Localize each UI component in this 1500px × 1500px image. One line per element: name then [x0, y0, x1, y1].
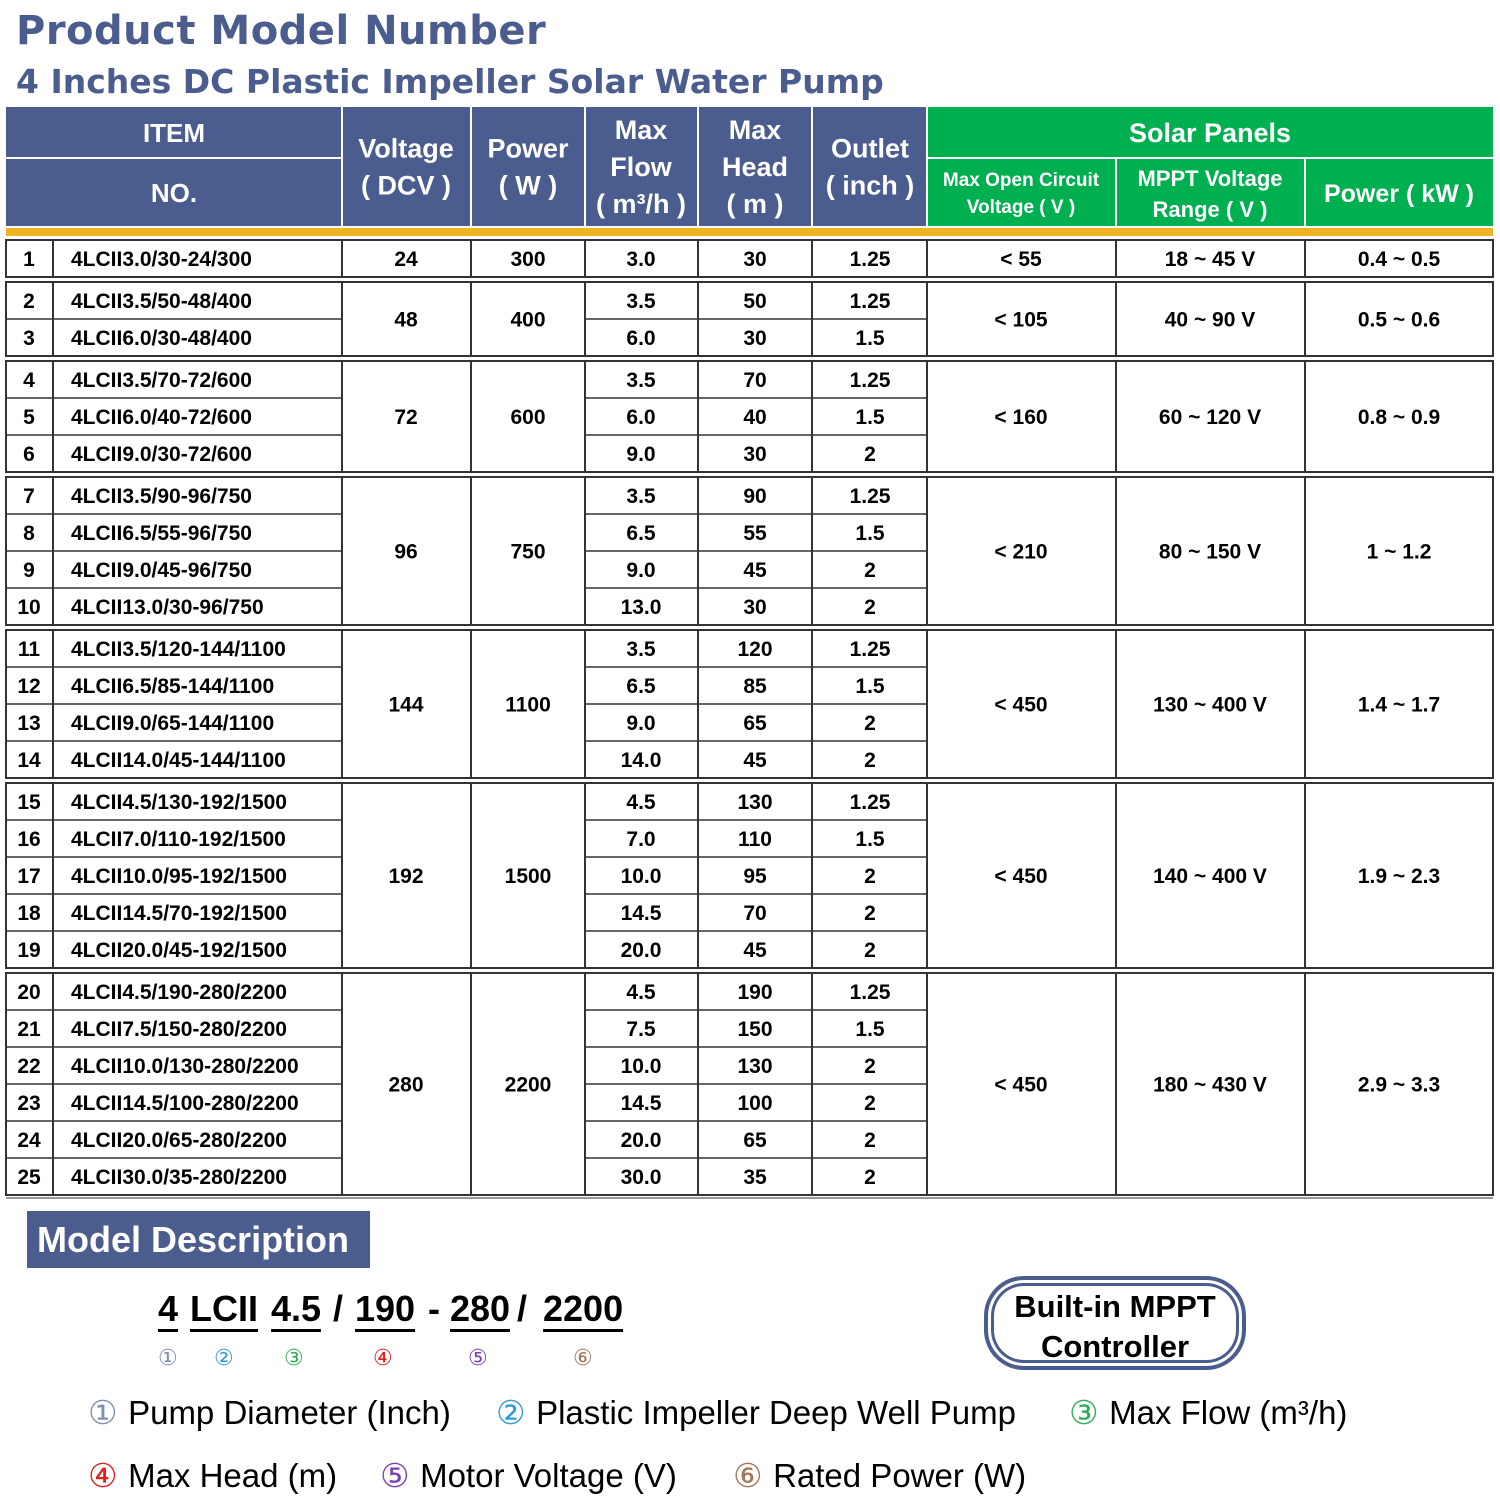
cell-max-flow: 6.5	[626, 522, 656, 545]
legend-text: Max Head (m)	[128, 1457, 338, 1494]
cell-outlet: 1.5	[855, 522, 885, 545]
cell-model: 4LCII4.5/190-280/2200	[71, 981, 287, 1004]
legend-item-2	[496, 1393, 1016, 1432]
cell-panel-power: 0.4 ~ 0.5	[1357, 248, 1441, 271]
cell-max-open-circuit: < 450	[994, 693, 1048, 717]
cell-item-no: 9	[23, 559, 35, 582]
cell-outlet: 2	[864, 559, 876, 582]
cell-max-head: 130	[737, 1055, 773, 1078]
cell-item-no: 10	[17, 596, 41, 619]
header-mppt-range: Range ( V )	[1152, 197, 1268, 222]
cell-max-flow: 20.0	[620, 939, 662, 962]
model-code-separator: -	[428, 1288, 440, 1329]
cell-panel-power: 0.8 ~ 0.9	[1357, 406, 1441, 429]
mppt-badge-line-1: Built-in MPPT	[1014, 1289, 1216, 1324]
cell-outlet: 2	[864, 1166, 876, 1189]
cell-outlet: 1.5	[855, 327, 885, 350]
cell-item-no: 3	[23, 327, 35, 350]
cell-model: 4LCII3.5/70-72/600	[71, 369, 252, 392]
cell-max-flow: 6.5	[626, 675, 656, 698]
cell-max-open-circuit: < 105	[994, 308, 1048, 332]
cell-panel-power: 1 ~ 1.2	[1366, 540, 1432, 564]
legend-text: Pump Diameter (Inch)	[128, 1394, 451, 1431]
legend-marker: ②	[496, 1393, 537, 1432]
gold-separator	[6, 228, 1493, 236]
cell-item-no: 15	[17, 791, 41, 814]
cell-item-no: 22	[17, 1055, 41, 1078]
cell-model: 4LCII6.0/40-72/600	[71, 406, 252, 429]
legend-marker: ③	[1069, 1393, 1110, 1432]
cell-item-no: 17	[17, 865, 41, 888]
cell-item-no: 5	[23, 406, 35, 429]
legend-text: Plastic Impeller Deep Well Pump	[536, 1394, 1016, 1431]
legend-item-4	[88, 1456, 337, 1495]
cell-mppt-range: 140 ~ 400 V	[1153, 865, 1267, 888]
cell-max-head: 45	[743, 559, 767, 582]
cell-model: 4LCII3.5/50-48/400	[71, 290, 252, 313]
legend-marker: ④	[88, 1456, 129, 1495]
model-code-part: 4.5	[271, 1288, 321, 1330]
header-mppt-range: MPPT Voltage	[1137, 166, 1283, 191]
header-max-head: ( m )	[726, 189, 784, 219]
cell-outlet: 1.25	[849, 485, 891, 508]
cell-mppt-range: 180 ~ 430 V	[1153, 1073, 1267, 1097]
cell-model: 4LCII7.0/110-192/1500	[71, 828, 286, 851]
cell-max-head: 50	[743, 290, 767, 313]
model-code-part: 190	[355, 1288, 415, 1330]
cell-max-flow: 30.0	[620, 1166, 662, 1189]
header-voltage: ( DCV )	[361, 170, 451, 201]
cell-model: 4LCII20.0/65-280/2200	[71, 1129, 287, 1152]
cell-max-flow: 9.0	[626, 712, 656, 735]
cell-item-no: 24	[17, 1129, 41, 1152]
cell-item-no: 18	[17, 902, 41, 925]
cell-max-head: 120	[737, 638, 773, 661]
header-power: ( W )	[498, 170, 558, 201]
header-max-head: Max	[728, 115, 782, 145]
legend-item-6	[733, 1456, 1026, 1495]
cell-model: 4LCII13.0/30-96/750	[71, 596, 264, 619]
cell-item-no: 1	[23, 248, 35, 271]
header-panel-power: Power ( kW )	[1323, 180, 1475, 208]
cell-mppt-range: 80 ~ 150 V	[1158, 540, 1262, 564]
cell-outlet: 2	[864, 749, 876, 772]
cell-max-head: 30	[743, 327, 767, 350]
cell-outlet: 2	[864, 1129, 876, 1152]
marker-1: ①	[158, 1346, 178, 1371]
cell-model: 4LCII6.5/85-144/1100	[71, 675, 275, 698]
cell-outlet: 1.5	[855, 1018, 885, 1041]
cell-power: 1500	[504, 865, 552, 888]
legend-marker: ⑤	[380, 1456, 421, 1495]
cell-max-head: 70	[743, 369, 767, 392]
cell-max-flow: 4.5	[626, 791, 656, 814]
cell-model: 4LCII20.0/45-192/1500	[71, 939, 287, 962]
cell-power: 300	[510, 248, 546, 271]
cell-max-flow: 14.5	[620, 902, 662, 925]
cell-max-head: 85	[743, 675, 767, 698]
header-item: ITEM	[142, 118, 206, 148]
cell-outlet: 1.25	[849, 248, 891, 271]
model-code-separator: /	[333, 1288, 344, 1329]
cell-model: 4LCII30.0/35-280/2200	[71, 1166, 287, 1189]
legend-item-3	[1069, 1393, 1347, 1432]
cell-max-head: 30	[743, 596, 767, 619]
cell-item-no: 19	[17, 939, 41, 962]
cell-item-no: 14	[17, 749, 41, 772]
cell-max-head: 150	[737, 1018, 773, 1041]
cell-max-head: 90	[743, 485, 767, 508]
cell-outlet: 2	[864, 902, 876, 925]
cell-panel-power: 2.9 ~ 3.3	[1357, 1073, 1441, 1097]
cell-model: 4LCII14.5/100-280/2200	[71, 1092, 299, 1115]
cell-voltage: 144	[388, 693, 424, 717]
cell-max-flow: 3.5	[626, 369, 656, 392]
model-code-part: 280	[450, 1288, 510, 1330]
cell-voltage: 96	[394, 540, 418, 564]
cell-max-flow: 3.5	[626, 485, 656, 508]
cell-max-flow: 9.0	[626, 443, 656, 466]
header-outlet: Outlet	[831, 133, 909, 164]
cell-power: 750	[510, 540, 546, 564]
cell-max-flow: 10.0	[620, 1055, 662, 1078]
cell-max-flow: 14.0	[620, 749, 662, 772]
cell-max-head: 65	[743, 1129, 767, 1152]
marker-3: ③	[284, 1346, 304, 1371]
marker-6: ⑥	[573, 1346, 593, 1371]
cell-max-flow: 9.0	[626, 559, 656, 582]
cell-power: 600	[510, 406, 546, 429]
cell-model: 4LCII7.5/150-280/2200	[71, 1018, 287, 1041]
cell-item-no: 23	[17, 1092, 41, 1115]
cell-mppt-range: 60 ~ 120 V	[1158, 406, 1262, 429]
cell-outlet: 2	[864, 712, 876, 735]
cell-outlet: 1.25	[849, 290, 891, 313]
cell-outlet: 2	[864, 1055, 876, 1078]
cell-item-no: 25	[17, 1166, 41, 1189]
cell-mppt-range: 130 ~ 400 V	[1153, 693, 1267, 717]
cell-max-head: 45	[743, 749, 767, 772]
cell-model: 4LCII14.0/45-144/1100	[71, 749, 286, 772]
cell-max-open-circuit: < 160	[994, 406, 1048, 429]
cell-item-no: 12	[17, 675, 41, 698]
page-subtitle: 4 Inches DC Plastic Impeller Solar Water Pump	[16, 62, 884, 101]
cell-max-head: 110	[738, 828, 772, 851]
cell-outlet: 2	[864, 939, 876, 962]
cell-model: 4LCII3.0/30-24/300	[71, 248, 252, 271]
model-code-part: 4	[158, 1288, 178, 1330]
cell-max-open-circuit: < 450	[994, 865, 1048, 888]
cell-outlet: 1.25	[849, 791, 891, 814]
cell-max-head: 190	[737, 981, 773, 1004]
cell-voltage: 280	[388, 1073, 424, 1097]
cell-max-head: 70	[743, 902, 767, 925]
cell-max-flow: 6.0	[626, 406, 656, 429]
cell-max-flow: 4.5	[626, 981, 656, 1004]
cell-max-head: 65	[743, 712, 767, 735]
cell-mppt-range: 40 ~ 90 V	[1164, 308, 1256, 332]
cell-panel-power: 1.4 ~ 1.7	[1357, 693, 1441, 717]
cell-outlet: 2	[864, 596, 876, 619]
cell-model: 4LCII14.5/70-192/1500	[71, 902, 287, 925]
marker-2: ②	[214, 1346, 234, 1371]
cell-max-head: 130	[737, 791, 773, 814]
legend-item-5	[380, 1456, 677, 1495]
cell-power: 2200	[504, 1073, 552, 1097]
cell-outlet: 2	[864, 1092, 876, 1115]
cell-max-flow: 3.0	[626, 248, 656, 271]
cell-power: 400	[510, 308, 546, 332]
legend-item-1	[88, 1393, 451, 1432]
cell-max-head: 55	[743, 522, 767, 545]
cell-item-no: 4	[23, 369, 35, 392]
cell-max-head: 30	[743, 248, 767, 271]
header-outlet: ( inch )	[825, 170, 915, 201]
cell-item-no: 7	[23, 485, 35, 508]
cell-outlet: 1.25	[849, 638, 891, 661]
mppt-controller-badge	[984, 1276, 1246, 1370]
cell-model: 4LCII4.5/130-192/1500	[71, 791, 287, 814]
cell-max-head: 35	[743, 1166, 767, 1189]
cell-max-flow: 13.0	[620, 596, 662, 619]
cell-item-no: 2	[23, 290, 35, 313]
header-no: NO.	[150, 178, 198, 208]
cell-max-open-circuit: < 55	[1000, 248, 1042, 271]
cell-max-open-circuit: < 210	[994, 540, 1048, 564]
header-max-head: Head	[721, 152, 789, 182]
cell-max-head: 100	[737, 1092, 773, 1115]
header-max-flow: Flow	[610, 152, 672, 182]
cell-outlet: 1.25	[849, 981, 891, 1004]
header-max-open-circuit: Max Open Circuit	[942, 170, 1100, 191]
legend-marker: ⑥	[733, 1456, 774, 1495]
cell-outlet: 2	[864, 865, 876, 888]
cell-item-no: 21	[17, 1018, 41, 1041]
cell-max-flow: 10.0	[620, 865, 662, 888]
cell-panel-power: 1.9 ~ 2.3	[1357, 865, 1441, 888]
cell-mppt-range: 18 ~ 45 V	[1164, 248, 1256, 271]
cell-model: 4LCII6.0/30-48/400	[71, 327, 252, 350]
legend-text: Max Flow (m³/h)	[1109, 1394, 1348, 1431]
cell-outlet: 1.25	[849, 369, 891, 392]
cell-power: 1100	[505, 693, 551, 717]
cell-max-open-circuit: < 450	[994, 1073, 1048, 1097]
cell-max-flow: 6.0	[626, 327, 656, 350]
cell-outlet: 2	[864, 443, 876, 466]
cell-max-flow: 3.5	[626, 638, 656, 661]
cell-model: 4LCII10.0/95-192/1500	[71, 865, 287, 888]
page-title: Product Model Number	[16, 8, 547, 54]
cell-max-flow: 14.5	[620, 1092, 662, 1115]
header-max-flow: Max	[614, 115, 668, 145]
cell-panel-power: 0.5 ~ 0.6	[1357, 308, 1441, 332]
cell-outlet: 1.5	[855, 675, 885, 698]
model-code-separator: /	[517, 1288, 528, 1329]
header-solar-panels: Solar Panels	[1128, 118, 1292, 148]
cell-model: 4LCII9.0/45-96/750	[71, 559, 252, 582]
cell-item-no: 20	[17, 981, 41, 1004]
header-max-open-circuit: Voltage ( V )	[966, 197, 1076, 218]
cell-outlet: 1.5	[855, 406, 885, 429]
cell-max-flow: 7.5	[626, 1018, 656, 1041]
header-power: Power	[487, 133, 569, 164]
cell-model: 4LCII9.0/65-144/1100	[71, 712, 275, 735]
cell-model: 4LCII10.0/130-280/2200	[71, 1055, 299, 1078]
marker-5: ⑤	[468, 1346, 488, 1371]
cell-model: 4LCII3.5/90-96/750	[71, 485, 252, 508]
cell-max-head: 45	[743, 939, 767, 962]
cell-item-no: 11	[17, 638, 41, 661]
cell-item-no: 6	[23, 443, 35, 466]
cell-max-flow: 20.0	[620, 1129, 662, 1152]
model-code-part: LCII	[190, 1288, 258, 1330]
cell-voltage: 24	[394, 248, 418, 271]
legend-text: Motor Voltage (V)	[420, 1457, 677, 1494]
cell-max-head: 95	[743, 865, 767, 888]
cell-item-no: 8	[23, 522, 35, 545]
cell-voltage: 72	[394, 406, 418, 429]
cell-max-head: 40	[743, 406, 767, 429]
cell-max-head: 30	[743, 443, 767, 466]
model-description-heading: Model Description	[27, 1211, 370, 1268]
legend-text: Rated Power (W)	[773, 1457, 1027, 1494]
cell-voltage: 192	[388, 865, 424, 888]
cell-max-flow: 3.5	[626, 290, 656, 313]
header-voltage: Voltage	[358, 133, 454, 164]
cell-model: 4LCII9.0/30-72/600	[71, 443, 252, 466]
legend-marker: ①	[88, 1393, 129, 1432]
cell-voltage: 48	[394, 308, 418, 332]
header-max-flow: ( m³/h )	[596, 189, 686, 219]
marker-4: ④	[373, 1346, 393, 1371]
cell-outlet: 1.5	[855, 828, 885, 851]
cell-model: 4LCII3.5/120-144/1100	[71, 638, 286, 661]
cell-item-no: 16	[17, 828, 41, 851]
model-code-part: 2200	[543, 1288, 623, 1330]
mppt-badge-line-2: Controller	[1040, 1329, 1190, 1364]
cell-max-flow: 7.0	[626, 828, 656, 851]
cell-item-no: 13	[17, 712, 41, 735]
cell-model: 4LCII6.5/55-96/750	[71, 522, 252, 545]
